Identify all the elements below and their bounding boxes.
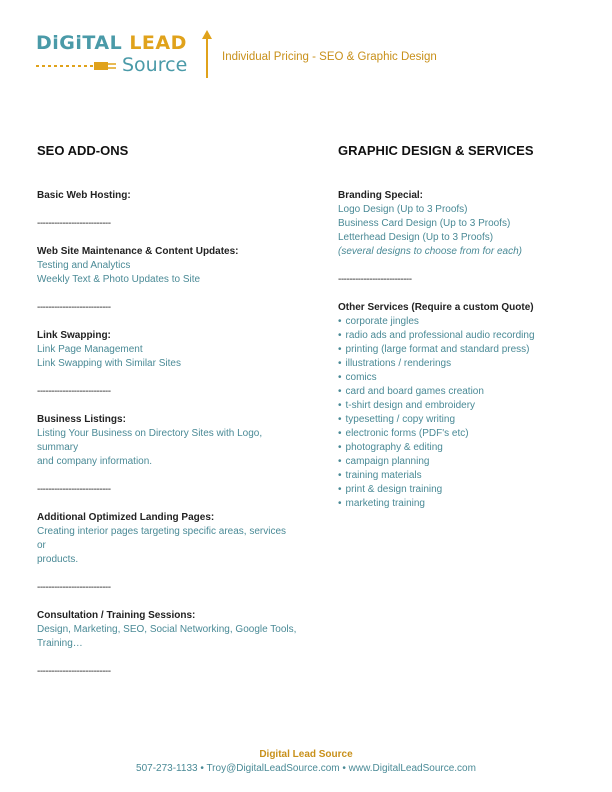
bullet-icon: • [338, 386, 342, 397]
section-branding [338, 189, 598, 259]
bullet-icon: • [338, 414, 342, 425]
divider: -------------------------- [37, 386, 111, 397]
section-line: Logo Design (Up to 3 Proofs) [338, 204, 468, 215]
bullet-icon: • [338, 372, 342, 383]
section-basic-hosting [37, 189, 297, 203]
service-list-item [338, 441, 598, 455]
section-landing-pages [37, 511, 297, 567]
section-line: products. [37, 554, 79, 565]
service-label: photography & editing [345, 442, 443, 453]
bullet-icon: • [338, 470, 342, 481]
divider: -------------------------- [37, 302, 111, 313]
service-label: t-shirt design and embroidery [345, 400, 476, 411]
service-label: card and board games creation [345, 386, 484, 397]
section-line: and company information. [37, 456, 153, 467]
bullet-icon: • [338, 330, 342, 341]
section-line: Design, Marketing, SEO, Social Networking, Google Tools, [37, 624, 297, 635]
divider: -------------------------- [338, 274, 412, 285]
service-list-item [338, 371, 598, 385]
section-title: Consultation / Training Sessions: [37, 610, 196, 621]
section-line: Link Page Management [37, 344, 143, 355]
section-other-services [338, 301, 598, 511]
section-title: Other Services (Require a custom Quote) [338, 302, 534, 313]
section-line: Business Card Design (Up to 3 Proofs) [338, 218, 511, 229]
service-list-item [338, 315, 598, 329]
service-list-item [338, 455, 598, 469]
section-consultation [37, 609, 297, 651]
divider: -------------------------- [37, 218, 111, 229]
section-line: Training… [37, 638, 83, 649]
divider: -------------------------- [37, 666, 111, 677]
service-label: marketing training [345, 498, 425, 509]
section-maintenance [37, 245, 297, 287]
company-logo [36, 30, 216, 80]
logo-line1 [36, 32, 187, 54]
bullet-icon: • [338, 344, 342, 355]
service-label: print & design training [345, 484, 443, 495]
section-business-listings [37, 413, 297, 469]
service-list-item [338, 497, 598, 511]
service-list-item [338, 357, 598, 371]
service-label: typesetting / copy writing [345, 414, 456, 425]
divider: -------------------------- [37, 582, 111, 593]
service-list-item [338, 343, 598, 357]
footer-contact: 507-273-1133 • Troy@DigitalLeadSource.com • www.DigitalLeadSource.com [136, 763, 476, 774]
section-line: Weekly Text & Photo Updates to Site [37, 274, 201, 285]
graphic-heading: GRAPHIC DESIGN & SERVICES [338, 143, 534, 158]
bullet-icon: • [338, 400, 342, 411]
bullet-icon: • [338, 484, 342, 495]
logo-word-digital: DiGiTAL [36, 32, 123, 54]
service-label: illustrations / renderings [345, 358, 452, 369]
section-note: (several designs to choose from for each) [338, 246, 522, 257]
service-list-item [338, 399, 598, 413]
section-line: Listing Your Business on Directory Sites with Logo, summary [37, 428, 263, 453]
service-list-item [338, 329, 598, 343]
section-title: Branding Special: [338, 190, 424, 201]
service-list-item [338, 469, 598, 483]
section-link-swapping [37, 329, 297, 371]
arrow-up-icon [201, 30, 213, 78]
service-list-item [338, 385, 598, 399]
service-label: printing (large format and standard press) [345, 344, 530, 355]
service-list-item [338, 427, 598, 441]
plug-cord-icon [36, 60, 122, 72]
bullet-icon: • [338, 316, 342, 327]
seo-column [37, 143, 297, 693]
logo-word-lead: LEAD [129, 32, 187, 54]
graphic-design-column [338, 143, 598, 511]
section-title: Additional Optimized Landing Pages: [37, 512, 215, 523]
service-label: training materials [345, 470, 422, 481]
page-title: Individual Pricing - SEO & Graphic Design [222, 51, 437, 63]
section-title: Web Site Maintenance & Content Updates: [37, 246, 239, 257]
section-line: Testing and Analytics [37, 260, 131, 271]
section-line: Link Swapping with Similar Sites [37, 358, 181, 369]
section-title: Link Swapping: [37, 330, 111, 341]
logo-word-source: Source [122, 54, 188, 76]
service-label: electronic forms (PDF's etc) [345, 428, 469, 439]
section-line: Creating interior pages targeting specific areas, services or [37, 526, 287, 551]
bullet-icon: • [338, 456, 342, 467]
bullet-icon: • [338, 442, 342, 453]
service-label: campaign planning [345, 456, 430, 467]
section-line: Letterhead Design (Up to 3 Proofs) [338, 232, 494, 243]
bullet-icon: • [338, 498, 342, 509]
service-label: radio ads and professional audio recording [345, 330, 535, 341]
bullet-icon: • [338, 428, 342, 439]
footer-company: Digital Lead Source [259, 749, 353, 760]
bullet-icon: • [338, 358, 342, 369]
footer [0, 748, 612, 776]
service-list-item [338, 413, 598, 427]
service-list-item [338, 483, 598, 497]
service-label: comics [345, 372, 377, 383]
seo-heading: SEO ADD-ONS [37, 143, 129, 158]
section-title: Business Listings: [37, 414, 126, 425]
section-title: Basic Web Hosting: [37, 190, 131, 201]
services-list [338, 315, 598, 511]
divider: -------------------------- [37, 484, 111, 495]
service-label: corporate jingles [345, 316, 419, 327]
